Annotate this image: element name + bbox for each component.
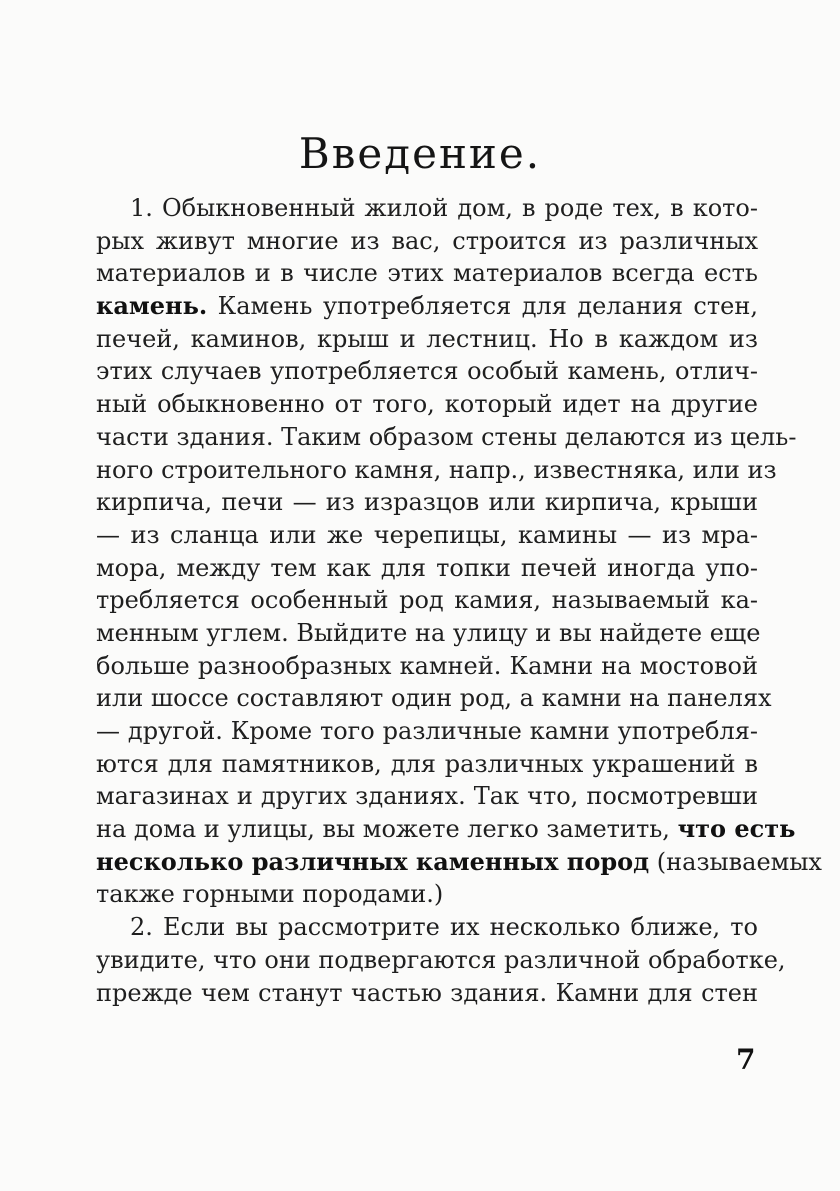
text-line: или шоссе составляют один род, а камни на панелях (96, 684, 772, 713)
bold-term-porody-1: что есть (677, 814, 796, 844)
text-line: ного строительного камня, напр., известняка, или из (96, 455, 777, 484)
page-number: 7 (736, 1043, 756, 1076)
bold-term-kamen: камень. (96, 291, 208, 321)
text-fragment: Камень употребляется для делания стен, (217, 292, 758, 321)
text-line: 1. Обыкновенный жилой дом, в роде тех, в кото- (130, 194, 758, 222)
text-line: — другой. Кроме того различные камни употребля- (96, 717, 758, 745)
text-line: менным углем. Выйдите на улицу и вы найдете еще (96, 618, 761, 647)
text-line: части здания. Таким образом стены делаются из цель- (96, 422, 797, 451)
text-line: печей, каминов, крыш и лестниц. Но в каждом из (96, 324, 758, 353)
text-line: этих случаев употребляется особый камень, отлич- (96, 357, 758, 386)
text-line: кирпича, печи — из изразцов или кирпича, крыши (96, 488, 758, 517)
text-line: ный обыкновенно от того, который идет на другие (96, 390, 758, 419)
text-line: больше разнообразных камней. Камни на мостовой (96, 651, 758, 680)
text-line: рых живут многие из вас, строится из различных (96, 226, 758, 255)
text-line: увидите, что они подвергаются различной обработке, (96, 945, 786, 974)
text-line (96, 290, 758, 323)
text-fragment: (называемых (656, 847, 822, 876)
bold-term-porody-2: несколько различных каменных пород (96, 846, 650, 876)
text-line: мора, между тем как для топки печей иногда упо- (96, 553, 758, 582)
text-line: материалов и в числе этих материалов всегда есть (96, 259, 758, 288)
page-title: Введение. (298, 129, 542, 178)
text-fragment: на дома и улицы, вы можете легко заметить, (96, 815, 670, 844)
text-line: магазинах и других зданиях. Так что, посмотревши (96, 782, 758, 811)
text-line (96, 813, 796, 846)
text-line: прежде чем станут частью здания. Камни для стен (96, 978, 758, 1007)
text-line: также горными породами.) (96, 880, 444, 909)
text-line: требляется особенный род камия, называемый ка- (96, 586, 758, 615)
text-line: ются для памятников, для различных украшений в (96, 749, 758, 778)
text-line (96, 846, 822, 879)
body-text (96, 192, 822, 1009)
text-line: — из сланца или же черепицы, камины — из мра- (96, 520, 758, 549)
text-line: 2. Если вы рассмотрите их несколько ближе, то (130, 913, 758, 942)
